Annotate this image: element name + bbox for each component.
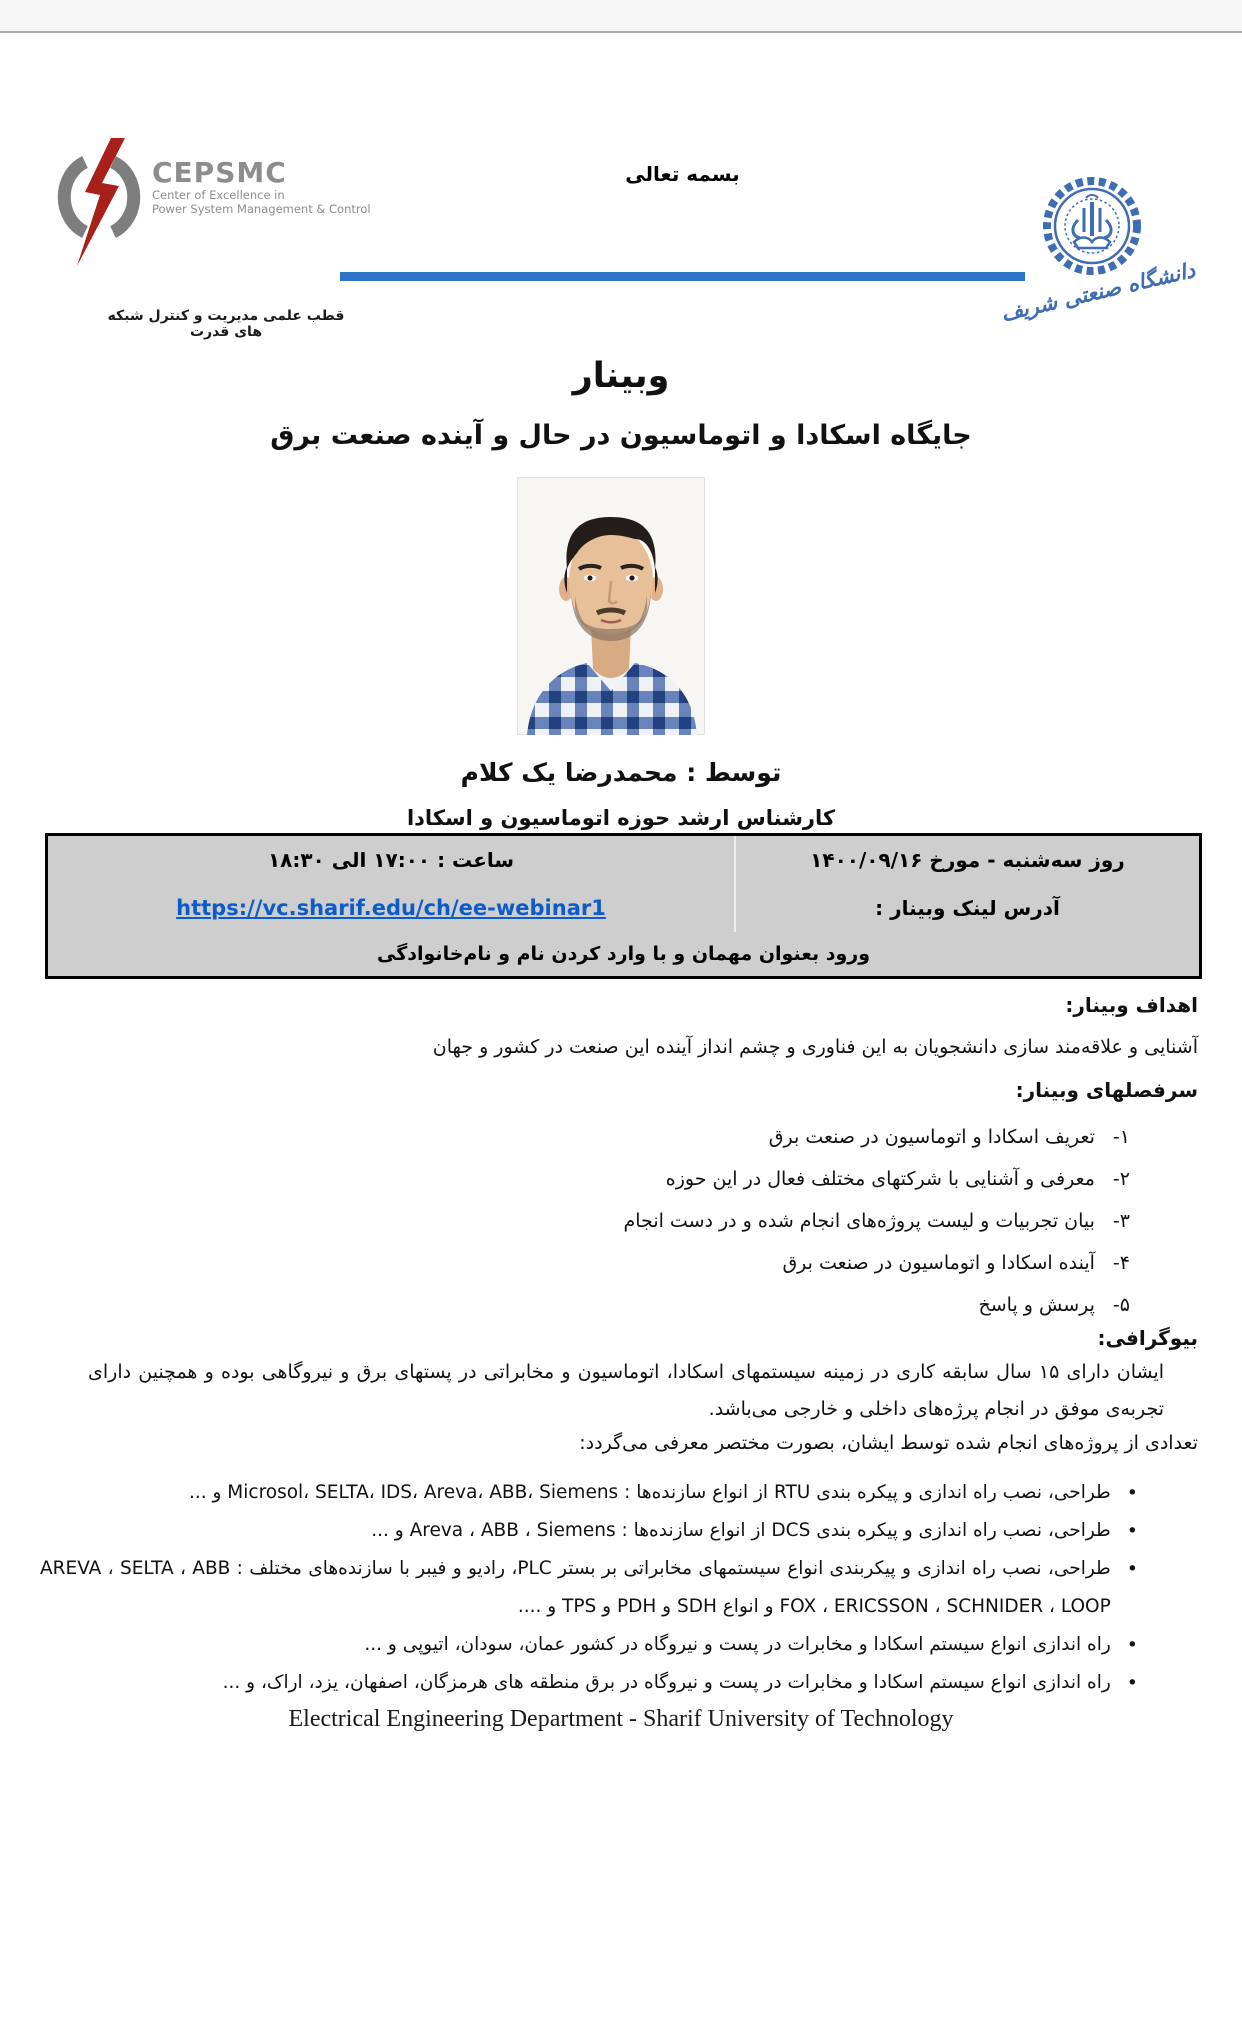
- bio-text: ایشان دارای ۱۵ سال سابقه کاری در زمینه سیستمهای اسکادا، اتوماسیون و مخابراتی در پستهای برق و نیروگاهی بوده و همچنین دارای تجربه‌ی موفق در انجام پرژه‌های داخلی و خارجی می‌باشد.: [88, 1361, 1164, 1420]
- schedule-link-label-cell: آدرس لینک وبینار :: [734, 883, 1199, 932]
- topics-list: [0, 1116, 1242, 1326]
- topic-number: ۴-: [1112, 1252, 1130, 1274]
- bullet-icon: •: [1126, 1634, 1138, 1656]
- cepsmc-line2: Power System Management & Control: [152, 202, 371, 216]
- webinar-link[interactable]: https://vc.sharif.edu/ch/ee-webinar1: [176, 895, 606, 920]
- speaker-photo: [517, 477, 705, 735]
- cepsmc-acronym: CEPSMC: [152, 156, 287, 189]
- project-text: راه اندازی انواع سیستم اسکادا و مخابرات در پست و نیروگاه در برق منطقه های هرمزگان، اصفهان، یزد، اراک، و ...: [222, 1672, 1111, 1693]
- topic-text: تعریف اسکادا و اتوماسیون در صنعت برق: [768, 1126, 1095, 1148]
- topic-number: ۵-: [1112, 1294, 1130, 1316]
- topic-item: [0, 1284, 1242, 1326]
- bio-heading: بیوگرافی:: [1097, 1326, 1198, 1350]
- presenter-role: کارشناس ارشد حوزه اتوماسیون و اسکادا: [406, 806, 836, 830]
- schedule-link-cell: [48, 883, 734, 932]
- top-page-strip: [0, 0, 1242, 33]
- project-text: طراحی، نصب راه اندازی و پیکره بندی RTU از انواع سازنده‌ها : Microsol، SELTA، IDS، Areva، ABB، Siemens و ...: [188, 1482, 1111, 1503]
- topics-heading: سرفصلهای وبینار:: [1015, 1078, 1198, 1102]
- cepsmc-line1: Center of Excellence in: [152, 188, 285, 202]
- topic-text: معرفی و آشنایی با شرکتهای مختلف فعال در این حوزه: [665, 1168, 1095, 1190]
- bullet-icon: •: [1126, 1558, 1138, 1580]
- footer-text: Electrical Engineering Department - Sharif University of Technology: [288, 1706, 954, 1732]
- bullet-icon: •: [1126, 1520, 1138, 1542]
- schedule-entry-note-cell: ورود بعنوان مهمان و با وارد کردن نام و نام‌خانوادگی: [376, 943, 871, 965]
- goals-text: آشنایی و علاقه‌مند سازی دانشجویان به این فناوری و چشم انداز آینده این صنعت در کشور و جهان: [432, 1036, 1198, 1058]
- topic-item: [0, 1158, 1242, 1200]
- page-title: وبینار: [572, 356, 670, 396]
- cepsmc-logo: [55, 136, 385, 266]
- goals-heading: اهداف وبینار:: [1065, 993, 1198, 1017]
- topic-text: آینده اسکادا و اتوماسیون در صنعت برق: [782, 1252, 1095, 1274]
- topic-number: ۱-: [1112, 1126, 1130, 1148]
- schedule-time-cell: ساعت : ۱۷:۰۰ الی ۱۸:۳۰: [267, 847, 515, 872]
- presenter-line: توسط : محمدرضا یک کلام: [460, 758, 782, 787]
- bullet-icon: •: [1126, 1482, 1138, 1504]
- sharif-logo: [998, 170, 1198, 345]
- project-item: [40, 1512, 1242, 1550]
- schedule-date-cell: روز سه‌شنبه - مورخ ۱۴۰۰/۰۹/۱۶: [734, 836, 1199, 883]
- project-text: طراحی، نصب راه اندازی و پیکربندی انواع سیستمهای مخابراتی بر بستر PLC، رادیو و فیبر با سازنده‌های مختلف : AREVA ، SELTA ، ABB FOX ، ERICSSON ، SCHNIDER ، LOOP و انواع SDH و PDH و TPS و ....: [40, 1558, 1111, 1617]
- schedule-table: [45, 833, 1202, 979]
- project-item: [40, 1664, 1242, 1702]
- project-item: [40, 1626, 1242, 1664]
- topic-text: بیان تجربیات و لیست پروژه‌های انجام شده و در دست انجام: [623, 1210, 1095, 1232]
- topic-number: ۲-: [1112, 1168, 1130, 1190]
- project-item: [40, 1474, 1242, 1512]
- topic-item: [0, 1200, 1242, 1242]
- bullet-icon: •: [1126, 1672, 1138, 1694]
- page-subtitle: جایگاه اسکادا و اتوماسیون در حال و آینده صنعت برق: [270, 420, 972, 451]
- sharif-university-name: دانشگاه صنعتی شریف: [998, 258, 1198, 326]
- project-text: طراحی، نصب راه اندازی و پیکره بندی DCS از انواع سازنده‌ها : Areva ، ABB ، Siemens و ...: [371, 1520, 1111, 1541]
- topic-item: [0, 1116, 1242, 1158]
- topic-number: ۳-: [1112, 1210, 1130, 1232]
- bismillah-text: بسمه تعالی: [625, 162, 740, 186]
- bio-intro: تعدادی از پروژه‌های انجام شده توسط ایشان، بصورت مختصر معرفی می‌گردد:: [579, 1432, 1198, 1454]
- header-rule: [340, 272, 1025, 281]
- topic-item: [0, 1242, 1242, 1284]
- projects-list: [40, 1474, 1242, 1702]
- sharif-emblem-icon: [1040, 174, 1144, 278]
- topic-text: پرسش و پاسخ: [978, 1294, 1095, 1316]
- project-text: راه اندازی انواع سیستم اسکادا و مخابرات در پست و نیروگاه در کشور عمان، سودان، اتیوپی و ...: [364, 1634, 1111, 1655]
- project-item: [40, 1550, 1242, 1626]
- cepsmc-tagline: قطب علمی مدیریت و کنترل شبکه های قدرت: [107, 308, 345, 340]
- cepsmc-lightning-icon: [55, 136, 147, 268]
